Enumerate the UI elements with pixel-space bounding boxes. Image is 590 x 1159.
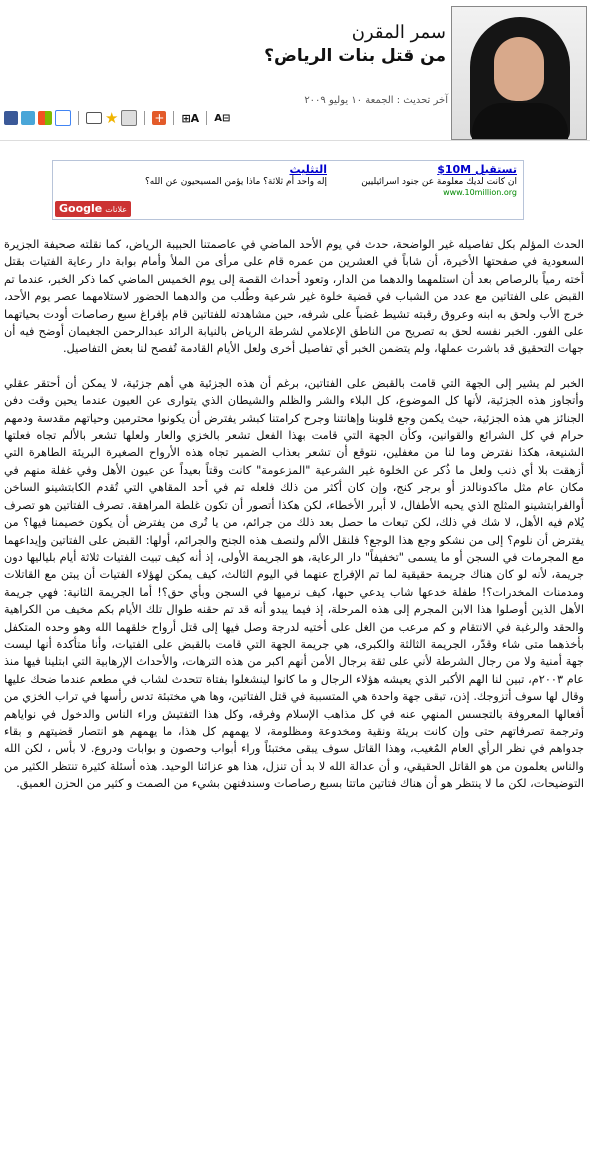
mail-icon[interactable] xyxy=(86,112,102,124)
article-body xyxy=(4,236,584,810)
author-name[interactable]: سمر المقرن xyxy=(351,22,446,43)
ad-item[interactable] xyxy=(137,163,327,188)
ad-description: إله واحد أم ثلاثة؟ ماذا يؤمن المسيحيون عن الله؟ xyxy=(144,177,327,187)
article-paragraph: الخبر لم يشير إلى الجهة التي قامت بالقبض على الفتاتين، برغم أن هذه الجزئية هي أهم جزئية، لا يمكن أن أحتقر عقلي وأتجاوز هذه الجزئية، لأنها كل الموضوع، كل البلاء والشر والظلم والشيطان الذي يتوارى عن العيون عندما يحين وقت دفن الجنائز هي هذه الجزئية، حيث يكمن وجع قلوبنا وإهانتنا وجرح كرامتنا كبشر يفترض أن يكونوا محترمين وحياتهم مقدسة ودمهم حرام في كل الشرائع والقوانين، وكأن الجهة التي قامت بهذا الفعل تشعر بالخزي والعار ولعلها تشعر بالألم تجاه فعلتها الشنيعة، هكذا نفترض وما لنا من مغفلين، نتوقع أن تشعر بعذاب الضمير تجاه هذه الأرواح الصغيرة البريئة الطاهرة التي أزهقت بلا أي ذنب ولعل ما ذُكر عن الخلوة غير الشرعية "المزعومة" كانت وقتاً بعيداً عن عيون الأهل وفي غفلة منهم في مكان عام مثل ماكدونالدز أو برجر كنج، وإن كان أكثر من ذلك فلعله تم في أحد المقاهي التي تُقدم الكابتشينو الساخن أوالفرابتشينو المثلج الذي يحبه الأطفال، لا أبرر الأخطاء، لكن هكذا أتصور أن تكون غلطة المراهقة. تصرف الفتاتين هو تصرف يُلام فيه الأهل، لا شك في ذلك، لكن تبعات ما حصل بعد ذلك من جرائم، من يا تُرى من يفترض أن يكون خصيمنا فيها؟ من يفترض أن نلوم؟ إلى من نشكو وجع هذا الوجع؟ فلنقل الألم ولنصف هذه الجنح والجرائم، أولها: القبض على الفتاتين وإيداعهما مع المجرمات في السجن أو ما يسمى "تخفيفاً" دار الرعاية، هو الجريمة الأولى، إذ أنه كيف تبيت الفتيات ثلاثة أيام بلياليها دون جريمة، لأنه لو كان هناك جريمة حقيقية لما تم الإفراج عنهما في اليوم الثالث، كيف يمكن لهؤلاء الفتيات أن يبتن مع القاتلات ومدمنات المخدرات؟! طفلة خدعها شاب يدعي حبها، كيف نرميها في السجن وبأي حق؟! أما الجريمة الثانية: فهي جريمة الأهل الذين أوصلوا هذا الابن المجرم إلى هذه المرحلة، إذ فيما يبدو أنه قد تم حقنه طوال تلك الأيام بكم مخيف من الكراهية والحقد والرغبة في الانتقام و كم مرعب من الغل على أختيه لدرجة وصل فيها إلى قتل أرواح خلقهما الله وهو وحده المتكفل بأخذهما متى شاء وقدّر، الجريمة الثالثة والكبرى، هي جريمة الجهة التي قامت بالقبض على الفتيات، وأنا متأكدة أنها ليست جهة أمنية ولا من رجال الشرطة لأني على ثقة برجال الأمن أنهم اكبر من هذه الترهات، والأحداث الإرهابية التي ابتلينا فيها منذ عام ٢٠٠٣م، تبين لنا الهم الأكبر الذي يعيشه هؤلاء الرجال و ما كانوا لينشغلوا بفتاة تتحدث لشاب في مطعم عندما ضحك عليها وقال لها سوف أتزوجك. إذن، تبقى جهة واحدة هي المتسببة في قتل الفتاتين، وها هي مختبئة تدس رأسها في تراب الخزي من أفعالها المعروفة بالتجسس المنهي عنه في كل مذاهب الإسلام وفرقه، وكل هذا التفتيش وراء الناس والدخول في نواياهم وترجمة تصرفاتهم حتى وإن كانت بريئة ونقية ومخدوعة ومظلومة، لا يهمهم كل هذا، ما يهمهم هو انتصار قضيتهم و بقاء جدواهم في نظر الرأي العام المُغيب، وهذا القاتل سوف يبقى مختبئاً وراء أبواب وحصون و بوابات ودروع. لا بأس ، لكن الله والناس يعلمون من هو القاتل الحقيقي، و أن عدالة الله لا بد أن تنزل، هذا هو عزائنا الوحيد. هذه أسئلة كثيرة تنتظر الكثير من التوضيحات، لكن ما لا ينتظر هو أن هناك فتاتين ماتتا بسبع رصاصات وسندفنهن بشيء من الصمت و كثير من الحزن العميق. xyxy=(4,376,584,791)
ad-title[interactable]: التثليث xyxy=(289,163,327,176)
share-toolbar xyxy=(4,109,230,127)
twitter-icon[interactable] xyxy=(21,111,35,125)
article-title: من قتل بنات الرياض؟ xyxy=(264,46,446,66)
ad-description: ان كانت لديك معلومة عن جنود اسرائيليين xyxy=(361,177,517,187)
windows-live-icon[interactable] xyxy=(38,111,52,125)
plus-icon[interactable]: + xyxy=(154,111,165,125)
article-header xyxy=(0,0,590,140)
ad-item[interactable] xyxy=(337,163,517,197)
author-photo xyxy=(451,6,587,140)
font-bigger-button[interactable]: ⊞A xyxy=(181,111,200,125)
google-ads-badge[interactable]: Google علانات xyxy=(55,201,131,217)
font-smaller-button[interactable]: A⊟ xyxy=(214,112,231,124)
article-paragraph: الحدث المؤلم بكل تفاصيله غير الواضحة، حدث في يوم الأحد الماضي في عاصمتنا الحبيبة الرياض، كما نقلته صحيفة الجزيرة السعودية في صفحتها الأخيرة، أن شاباً في العشرين من عمره قام على مرأى من الملأ وأمام بوابة دار رعاية الفتيات بقتل أخته رمياً بالرصاص بعد أن استلمهما والدهما من الدار، وتعود أحداث القصة إلى يوم الخميس الماضي كما ذكر الخبر، عندما تم القبض على الفتاتين مع عدد من الشباب في قضية خلوة غير شرعية وطُلب من والدهما الحضور لاستلامهما عصر يوم الأحد، خرج الأب ولحق به ابنه وعروق رقبته تشيط غضباً على شرفه، حين مشاهدته للفتاتين قام بإفراغ سبع رصاصات أودت بحياتهما على الفور. الخبر نفسه لحق به تصريح من الناطق الإعلامي لشرطة الرياض بالنيابة الرائد عبدالرحمن الجغيمان أوضح فيه أن جهات التحقيق قد باشرت عملها، ولم يتضمن الخبر أي تفاصيل أخرى ولعل الأيام القادمة تُفصح لنا بعض التفاصيل. xyxy=(4,238,584,356)
header-divider xyxy=(0,140,590,141)
last-updated: آخر تحديث : الجمعة ١٠ يوليو ٢٠٠٩ xyxy=(304,95,448,106)
ad-url[interactable]: www.10million.org xyxy=(443,188,517,197)
facebook-icon[interactable] xyxy=(4,111,18,125)
print-icon[interactable] xyxy=(121,110,137,126)
ad-title[interactable]: تستقبل 10M$ xyxy=(437,163,517,176)
ads-box xyxy=(52,160,524,220)
favorite-star-icon[interactable]: ★ xyxy=(105,109,119,127)
google-icon[interactable] xyxy=(55,110,71,126)
